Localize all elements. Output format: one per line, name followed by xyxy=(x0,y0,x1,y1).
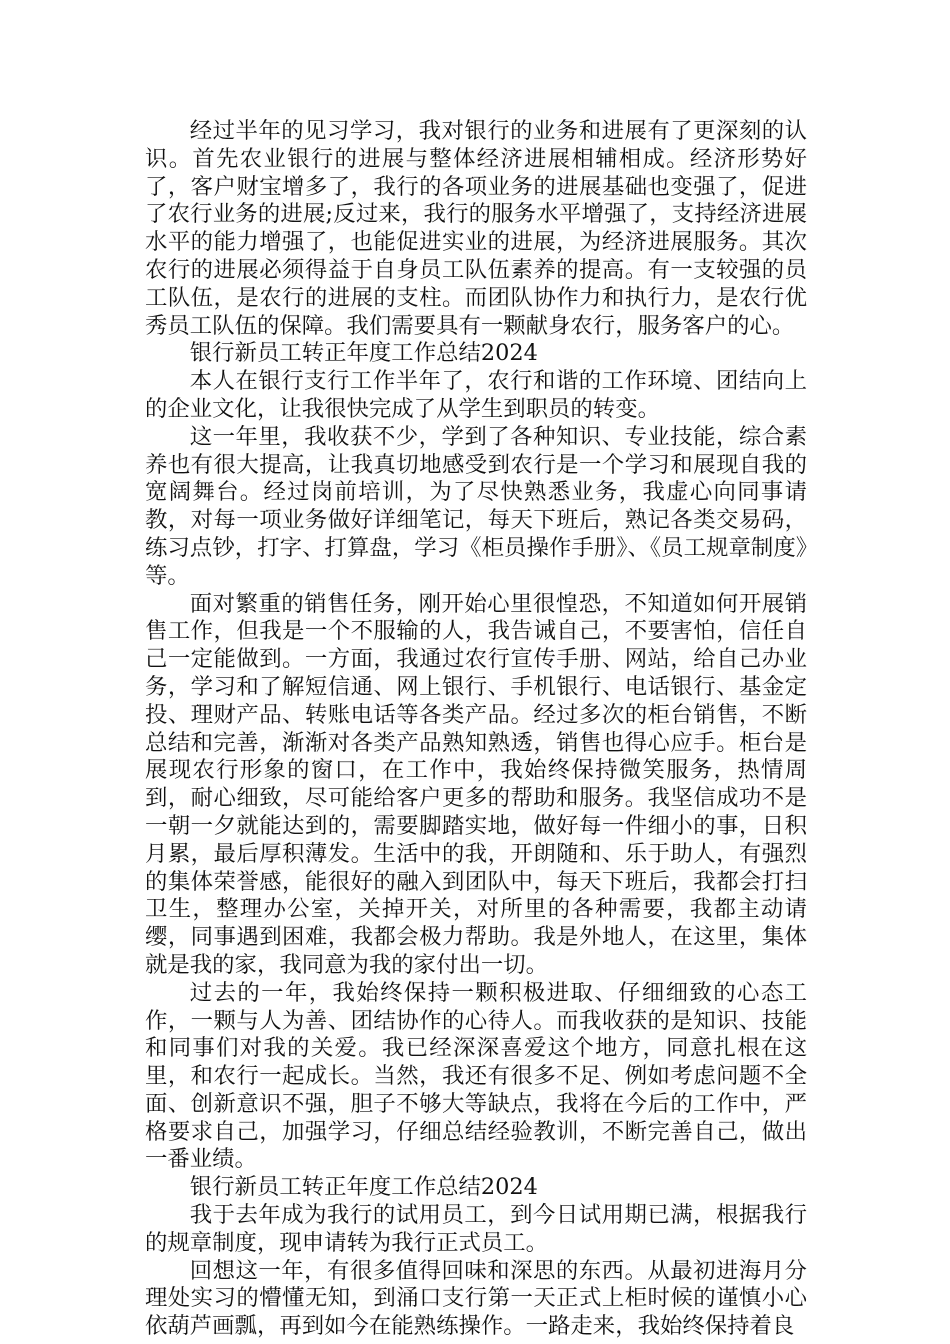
paragraph-6: 回想这一年，有很多值得回味和深思的东西。从最初进海月分理处实习的懵懂无知，到涌口支行第一天正式上柜时候的谨慎小心依葫芦画瓢，再到如今在能熟练操作。一路走来，我始终保持着良 xyxy=(145,1257,807,1340)
paragraph-2: 这一年里，我收获不少，学到了各种知识、专业技能，综合素养也有很大提高，让我真切地感受到农行是一个学习和展现自我的宽阔舞台。经过岗前培训，为了尽快熟悉业务，我虚心向同事请教，对每一项业务做好详细笔记，每天下班后，熟记各类交易码，练习点钞，打字、打算盘，学习《柜员操作手册》、《员工规章制度》等。 xyxy=(145,423,807,589)
section-heading-1: 银行新员工转正年度工作总结2024 xyxy=(189,340,538,367)
document-page xyxy=(145,118,807,1341)
paragraph-4: 过去的一年，我始终保持一颗积极进取、仔细细致的心态工作，一颗与人为善、团结协作的心待人。而我收获的是知识、技能和同事们对我的关爱。我已经深深喜爱这个地方，同意扎根在这里，和农行一起成长。当然，我还有很多不足、例如考虑问题不全面、创新意识不强，胆子不够大等缺点，我将在今后的工作中，严格要求自己，加强学习，仔细总结经验教训，不断完善自己，做出一番业绩。 xyxy=(145,979,807,1173)
paragraph-3: 面对繁重的销售任务，刚开始心里很惶恐，不知道如何开展销售工作，但我是一个不服输的人，我告诫自己，不要害怕，信任自己一定能做到。一方面，我通过农行宣传手册、网站，给自己办业务，学习和了解短信通、网上银行、手机银行、电话银行、基金定投、理财产品、转账电话等各类产品。经过多次的柜台销售，不断总结和完善，渐渐对各类产品熟知熟透，销售也得心应手。柜台是展现农行形象的窗口，在工作中，我始终保持微笑服务，热情周到，耐心细致，尽可能给客户更多的帮助和服务。我坚信成功不是一朝一夕就能达到的，需要脚踏实地，做好每一件细小的事，日积月累，最后厚积薄发。生活中的我，开朗随和、乐于助人，有强烈的集体荣誉感，能很好的融入到团队中，每天下班后，我都会打扫卫生，整理办公室，关掉开关，对所里的各种需要，我都主动请缨，同事遇到困难，我都会极力帮助。我是外地人，在这里，集体就是我的家，我同意为我的家付出一切。 xyxy=(145,590,807,978)
paragraph-intro: 经过半年的见习学习，我对银行的业务和进展有了更深刻的认识。首先农业银行的进展与整体经济进展相辅相成。经济形势好了，客户财宝增多了，我行的各项业务的进展基础也变强了，促进了农行业务的进展;反过来，我行的服务水平增强了，支持经济进展水平的能力增强了，也能促进实业的进展，为经济进展服务。其次农行的进展必须得益于自身员工队伍素养的提高。有一支较强的员工队伍，是农行的进展的支柱。而团队协作力和执行力，是农行优秀员工队伍的保障。我们需要具有一颗献身农行，服务客户的心。 xyxy=(145,118,807,339)
section-heading-2: 银行新员工转正年度工作总结2024 xyxy=(189,1174,538,1201)
paragraph-1: 本人在银行支行工作半年了，农行和谐的工作环境、团结向上的企业文化，让我很快完成了从学生到职员的转变。 xyxy=(145,368,807,422)
paragraph-5: 我于去年成为我行的试用员工，到今日试用期已满，根据我行的规章制度，现申请转为我行正式员工。 xyxy=(145,1202,807,1256)
